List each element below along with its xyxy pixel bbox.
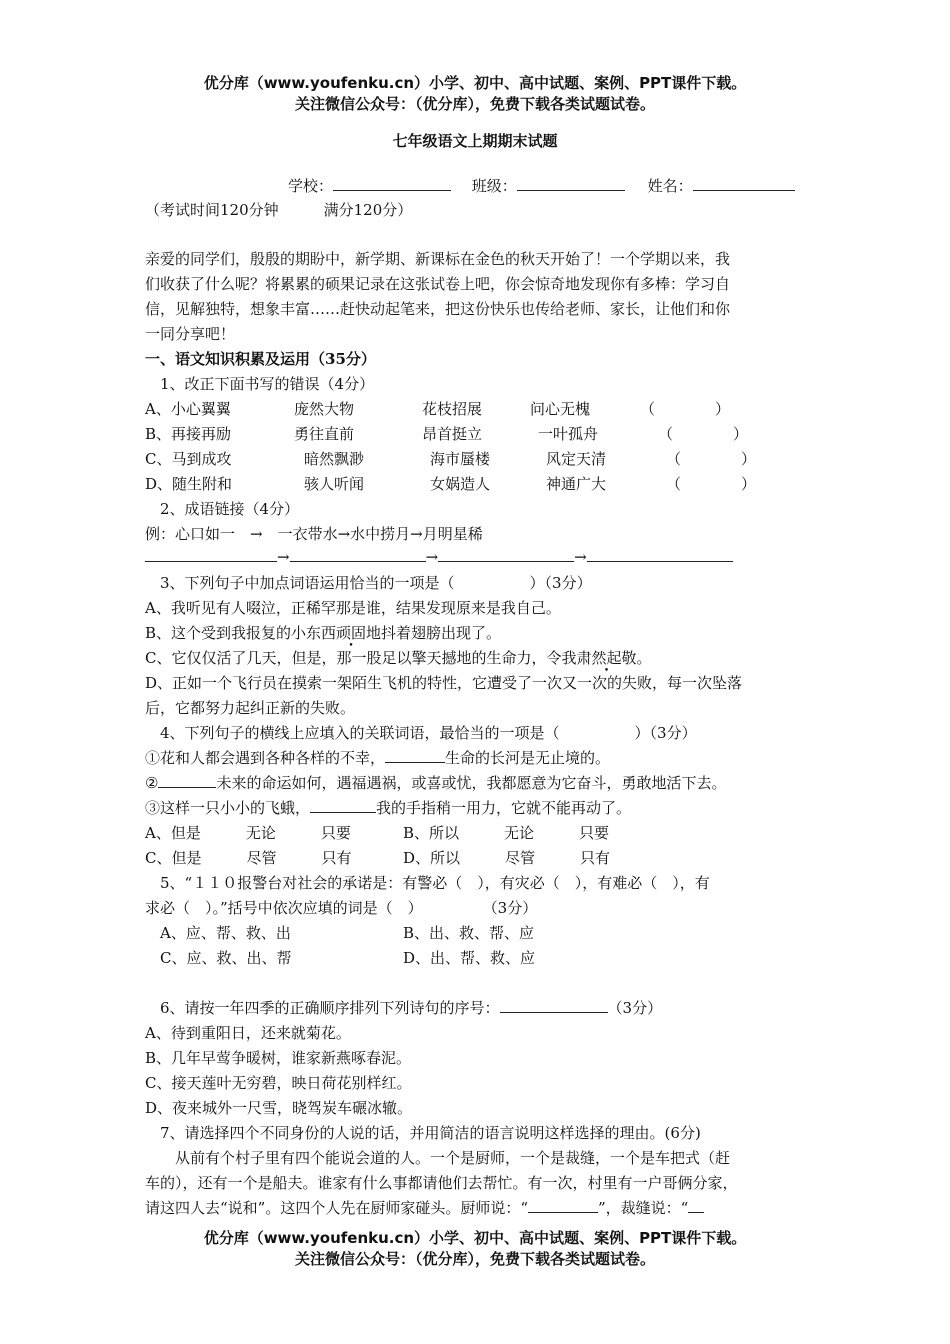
intro-line-3: 信，见解独特，想象丰富……赶快动起笔来，把这份快乐也传给老师、家长，让他们和你 — [145, 300, 731, 318]
header-line-1: 优分库（www.youfenku.cn）小学、初中、高中试题、案例、PPT课件下载。 — [203, 74, 747, 92]
name-label: 姓名： — [647, 177, 693, 195]
arrow-icon: → — [574, 548, 587, 566]
q7-para-1: 从前有个村子里有四个能说会道的人。一个是厨师，一个是裁缝，一个是车把式（赶 — [175, 1149, 731, 1167]
q4-sentence-2 — [145, 772, 726, 793]
q1-a-word2: 庞然大物 — [294, 400, 355, 418]
q6-option-c: C、接天莲叶无穷碧，映日荷花别样红。 — [145, 1074, 412, 1092]
q1-c-word4: 风定天清 — [546, 450, 607, 468]
q7-p3-mid: ”，裁缝说：“ — [598, 1199, 689, 1217]
q4-s2-post: 未来的命运如何，遇福遇祸，或喜或忧，我都愿意为它奋斗，勇敢地活下去。 — [216, 774, 727, 792]
q3-option-c — [145, 647, 652, 668]
intro-line-4: 一同分享吧！ — [145, 325, 236, 343]
q4-sentence-1 — [145, 747, 610, 768]
q1-d-word3: 女娲造人 — [430, 475, 491, 493]
q4-option-b: B、所以 无论 只要 — [403, 824, 610, 842]
q3-stem: 3、下列句子中加点词语运用恰当的一项是（ ）（3分） — [160, 574, 592, 592]
header-line-2: 关注微信公众号：（优分库），免费下载各类试题试卷。 — [294, 95, 655, 113]
q6-option-a: A、待到重阳日，还来就菊花。 — [145, 1024, 351, 1042]
q3-b-pre: B、这个受到我报复的小东西 — [145, 624, 337, 642]
q3-option-a: A、我听见有人啜泣，正稀罕那是谁，结果发现原来是我自己。 — [145, 599, 561, 617]
intro-line-2: 们收获了什么呢？将累累的硕果记录在这张试卷上吧，你会惊奇地发现你有多棒：学习自 — [145, 275, 731, 293]
q5-option-d: D、出、帮、救、应 — [403, 949, 536, 967]
q2-stem: 2、成语链接（4分） — [160, 500, 300, 518]
q4-option-c: C、但是 尽管 只有 — [145, 849, 352, 867]
q4-option-a: A、但是 无论 只要 — [145, 824, 351, 842]
q3-b-dotted: 顽固 — [336, 624, 367, 642]
q1-stem: 1、改正下面书写的错误（4分） — [160, 375, 375, 393]
q3-option-d-1: D、正如一个飞行员在摸索一架陌生飞机的特性，它遭受了一次又一次的失败，每一次坠落 — [145, 674, 743, 692]
q2-chain — [145, 546, 733, 566]
school-blank[interactable] — [333, 175, 451, 191]
q5-option-b: B、出、救、帮、应 — [403, 924, 535, 942]
q2-blank-3[interactable] — [438, 546, 574, 562]
class-label: 班级： — [471, 177, 517, 195]
class-blank[interactable] — [517, 175, 625, 191]
q5-option-c: C、应、救、出、帮 — [160, 949, 292, 967]
q4-sentence-3 — [145, 797, 631, 818]
q6-stem-pre: 6、请按一年四季的正确顺序排列下列诗句的序号： — [160, 999, 500, 1017]
q1-b-word3: 昂首挺立 — [422, 425, 483, 443]
q6-stem — [160, 997, 662, 1018]
intro-line-1: 亲爱的同学们，殷殷的期盼中，新学期、新课标在金色的秋天开始了！一个学期以来，我 — [145, 250, 731, 268]
q6-blank[interactable] — [500, 997, 608, 1013]
q4-s2-pre: ② — [145, 774, 159, 792]
name-blank[interactable] — [693, 175, 795, 191]
school-label: 学校： — [288, 177, 334, 195]
q1-d-word2: 骇人听闻 — [304, 475, 365, 493]
q4-s3-pre: ③这样一只小小的飞蛾， — [145, 799, 311, 817]
q2-blank-2[interactable] — [290, 546, 426, 562]
q3-c-post: 。 — [636, 649, 652, 667]
q6-option-b: B、几年早莺争暖树，谁家新燕啄春泥。 — [145, 1049, 412, 1067]
exam-title: 七年级语文上期期末试题 — [392, 132, 558, 150]
q1-d-answer[interactable]: （ ） — [666, 475, 757, 493]
q4-blank-2[interactable] — [158, 772, 216, 788]
q3-c-pre: C、它仅仅活了几天，但是，那一股足以擎天撼地的生命力，令我 — [145, 649, 577, 667]
q5-stem-2: 求必（ ）。”括号中依次应填的词是（ ） （3分） — [145, 899, 538, 917]
q7-blank-chef[interactable] — [528, 1197, 598, 1213]
q1-b-answer[interactable]: （ ） — [658, 425, 749, 443]
section-1-title: 一、语文知识积累及运用（35分） — [145, 350, 376, 368]
footer-line-2: 关注微信公众号：（优分库），免费下载各类试题试卷。 — [294, 1250, 655, 1268]
q5-option-a: A、应、帮、救、出 — [160, 924, 291, 942]
q4-blank-1[interactable] — [385, 747, 445, 763]
footer-line-1: 优分库（www.youfenku.cn）小学、初中、高中试题、案例、PPT课件下载。 — [203, 1229, 747, 1247]
q3-option-d-2: 后，它都努力起纠正新的失败。 — [145, 699, 356, 717]
q4-s3-post: 我的手指稍一用力，它就不能再动了。 — [376, 799, 632, 817]
q4-s1-pre: ①花和人都会遇到各种各样的不幸， — [145, 749, 386, 767]
q7-blank-tailor[interactable] — [688, 1197, 704, 1213]
q7-para-3 — [145, 1197, 704, 1218]
q7-stem: 7、请选择四个不同身份的人说的话，并用简洁的语言说明这样选择的理由。(6分) — [160, 1124, 701, 1142]
q1-c-word2: 暗然飘渺 — [304, 450, 365, 468]
q1-a-word4: 问心无槐 — [530, 400, 591, 418]
q6-stem-post: （3分） — [607, 999, 663, 1017]
q1-c-word1: C、马到成攻 — [145, 450, 232, 468]
q1-b-word2: 勇往直前 — [294, 425, 355, 443]
time-info: （考试时间120分钟 满分120分） — [145, 201, 413, 219]
q2-blank-4[interactable] — [587, 546, 733, 562]
q1-a-answer[interactable]: （ ） — [640, 400, 731, 418]
q1-c-answer[interactable]: （ ） — [666, 450, 757, 468]
arrow-icon: → — [425, 548, 439, 566]
q5-stem-1: 5、“１１０报警台对社会的承诺是：有警必（ ），有灾必（ ），有难必（ ），有 — [160, 874, 710, 892]
q7-p3-pre: 请这四人去“说和”。这四个人先在厨师家碰头。厨师说：“ — [145, 1199, 529, 1217]
q4-s1-post: 生命的长河是无止境的。 — [445, 749, 611, 767]
arrow-icon: → — [277, 548, 290, 566]
q3-c-dotted: 肃然起敬 — [576, 649, 637, 667]
q1-a-word3: 花枝招展 — [422, 400, 483, 418]
q3-option-b — [145, 622, 501, 643]
q2-blank-1[interactable] — [145, 546, 277, 562]
q6-option-d: D、夜来城外一尺雪，晓驾炭车碾冰辙。 — [145, 1099, 413, 1117]
info-line — [288, 175, 795, 196]
q4-blank-3[interactable] — [310, 797, 376, 813]
q1-d-word1: D、随生附和 — [145, 475, 233, 493]
q7-para-2: 车的），还有一个是船夫。谁家有什么事都请他们去帮忙。有一次，村里有一户哥俩分家， — [145, 1174, 738, 1192]
q1-b-word4: 一叶孤舟 — [538, 425, 599, 443]
q4-option-d: D、所以 尽管 只有 — [403, 849, 611, 867]
q3-b-post: 地抖着翅膀出现了。 — [366, 624, 502, 642]
q2-example: 例：心口如一 → 一衣带水→水中捞月→月明星稀 — [145, 525, 483, 543]
q1-d-word4: 神通广大 — [546, 475, 607, 493]
q1-b-word1: B、再接再励 — [145, 425, 232, 443]
q1-a-word1: A、小心翼翼 — [145, 400, 231, 418]
q1-c-word3: 海市蜃楼 — [430, 450, 491, 468]
q4-stem: 4、下列句子的横线上应填入的关联词语，最恰当的一项是（ ）（3分） — [160, 724, 697, 742]
